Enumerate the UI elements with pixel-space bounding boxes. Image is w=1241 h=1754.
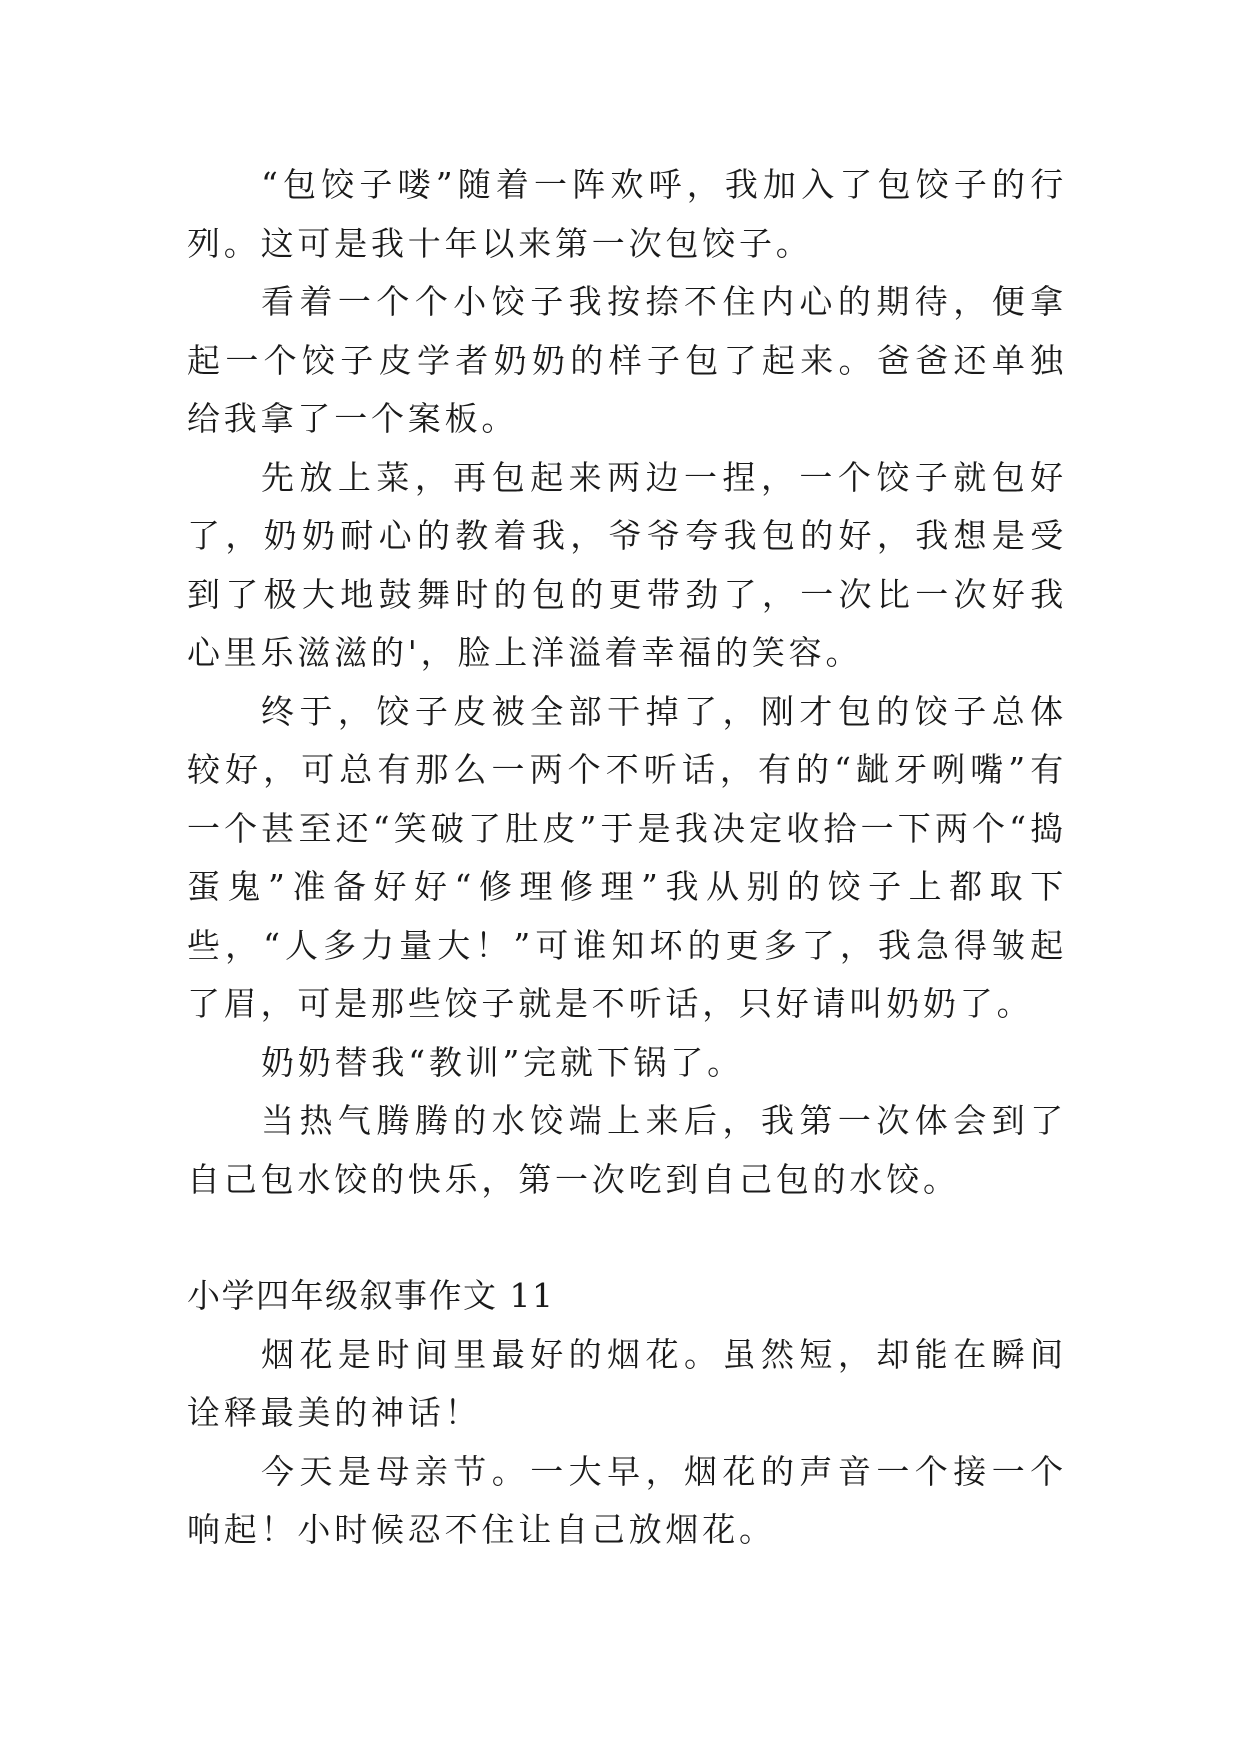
paragraph: 今天是母亲节。一大早，烟花的声音一个接一个响起！小时候忍不住让自己放烟花。 bbox=[187, 1451, 1067, 1549]
paragraph: 终于，饺子皮被全部干掉了，刚才包的饺子总体较好，可总有那么一两个不听话，有的“龇牙咧嘴”有一个甚至还“笑破了肚皮”于是我决定收拾一下两个“捣蛋鬼”准备好好“修理修理”我从别的饺子上都取下些，“人多力量大！”可谁知坏的更多了，我急得皱起了眉，可是那些饺子就是不听话，只好请叫奶奶了。 bbox=[187, 691, 1067, 1023]
paragraph: 当热气腾腾的水饺端上来后，我第一次体会到了自己包水饺的快乐，第一次吃到自己包的水饺。 bbox=[187, 1101, 1067, 1199]
paragraph: “包饺子喽”随着一阵欢呼，我加入了包饺子的行列。这可是我十年以来第一次包饺子。 bbox=[187, 165, 1067, 263]
paragraph: 先放上菜，再包起来两边一捏，一个饺子就包好了，奶奶耐心的教着我，爷爷夸我包的好，我想是受到了极大地鼓舞时的包的更带劲了，一次比一次好我心里乐滋滋的'，脸上洋溢着幸福的笑容。 bbox=[187, 457, 1067, 672]
paragraph: 烟花是时间里最好的烟花。虽然短，却能在瞬间诠释最美的神话！ bbox=[187, 1334, 1067, 1432]
section-spacer bbox=[187, 1209, 1067, 1267]
document-body bbox=[187, 156, 1067, 1560]
paragraph: 奶奶替我“教训”完就下锅了。 bbox=[261, 1042, 744, 1082]
paragraph: 看着一个个小饺子我按捺不住内心的期待，便拿起一个饺子皮学者奶奶的样子包了起来。爸爸还单独给我拿了一个案板。 bbox=[187, 282, 1067, 438]
section-title: 小学四年级叙事作文 11 bbox=[187, 1276, 555, 1315]
